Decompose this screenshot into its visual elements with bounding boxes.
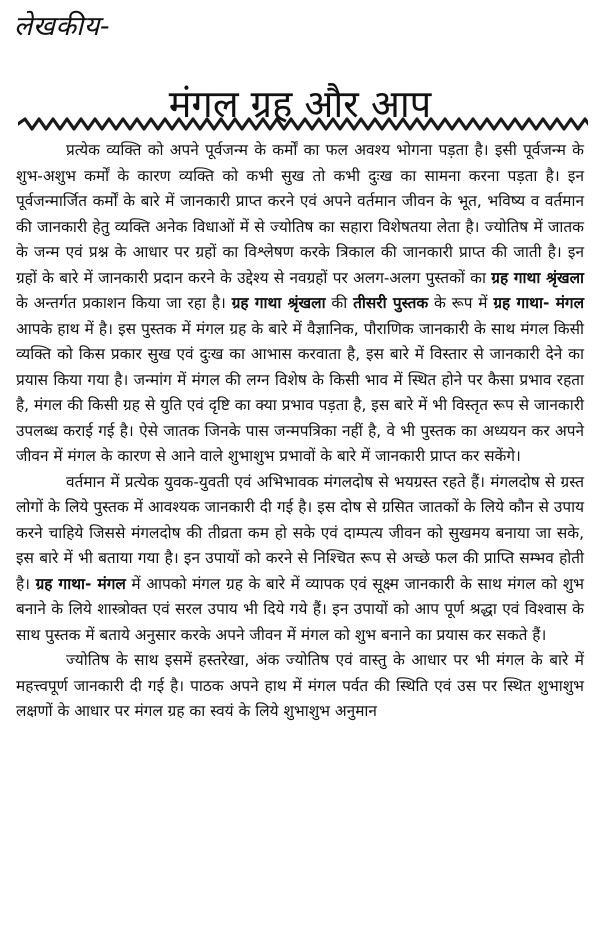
paragraph — [16, 138, 584, 470]
bold-phrase: ग्रह गाथा श्रृंखला — [491, 268, 584, 287]
text-run: वर्तमान में प्रत्येक युवक-युवती एवं अभिभावक मंगलदोष से भयग्रस्त रहते हैं। मंगलदोष से ग्रस्त लोगों के लिये पुस्तक में आवश्यक जानकारी दी गई है। इस दोष से ग्रसित जातकों के लिये कौन से उपाय करने चाहिये जिससे मंगलदोष की तीव्रता कम हो सके एवं दाम्पत्य जीवन को सुखमय बनाया जा सके, इस बारे में भी बताया गया है। इन उपायों को करने से निश्चित रूप से अच्छे फल की प्राप्ति सम्भव होती है। — [16, 472, 584, 593]
preface-body — [16, 138, 584, 725]
text-run: के रूप में — [428, 294, 494, 312]
paragraph — [16, 470, 584, 649]
page-title: मंगल ग्रह और आप — [168, 82, 432, 127]
bold-phrase: ग्रह गाथा- मंगल — [35, 574, 126, 593]
text-run: आपके हाथ में है। इस पुस्तक में मंगल ग्रह के बारे में वैज्ञानिक, पौराणिक जानकारी के साथ मंगल किसी व्यक्ति को किस प्रकार सुख एवं दुःख का आभास करवाता है, इस बारे में विस्तार से जानकारी देने का प्रयास किया गया है। जन्मांग में मंगल की लग्न विशेष के किसी भाव में स्थित होने पर कैसा प्रभाव रहता है, मंगल की किसी ग्रह से युति एवं दृष्टि का क्या प्रभाव पड़ता है, इस बारे में भी विस्तृत रूप से जानकारी उपलब्ध कराई गई है। ऐसे जातक जिनके पास जन्मपत्रिका नहीं है, वे भी पुस्तक का अध्ययन कर अपने जीवन में मंगल के कारण से आने वाले शुभाशुभ प्रभावों के बारे में जानकारी प्राप्त कर सकेंगे। — [16, 319, 584, 465]
bold-phrase: ग्रह गाथा श्रृंखला — [231, 294, 326, 312]
text-run: में आपको मंगल ग्रह के बारे में व्यापक एवं सूक्ष्म जानकारी के साथ मंगल को शुभ बनाने के लिये शास्त्रोक्त एवं सरल उपाय भी दिये गये हैं। इन उपायों को आप पूर्ण श्रद्धा एवं विश्वास के साथ पुस्तक में बताये अनुसार करके अपने जीवन में मंगल को शुभ बनाने का प्रयास कर सकते हैं। — [16, 574, 585, 644]
text-run: प्रत्येक व्यक्ति को अपने पूर्वजन्म के कर्मों का फल अवश्य भोगना पड़ता है। इसी पूर्वजन्म के शुभ-अशुभ कर्मों के कारण व्यक्ति को कभी सुख तो कभी दुःख का सामना करना पड़ता है। इन पूर्वजन्मार्जित कर्मों के बारे में जानकारी प्राप्त करने एवं अपने वर्तमान जीवन के भूत, भविष्य व वर्तमान की जानकारी हेतु व्यक्ति अनेक विधाओं में से ज्योतिष का सहारा विशेषतया लेता है। ज्योतिष में जातक के जन्म एवं प्रश्न के आधार पर ग्रहों का विश्लेषण करके त्रिकाल की जानकारी प्राप्त की जाती है। इन ग्रहों के बारे में जानकारी प्रदान करने के उद्देश्य से नवग्रहों पर अलग-अलग पुस्तकों का — [16, 141, 584, 287]
text-run: के अन्तर्गत प्रकाशन किया जा रहा है। — [16, 294, 232, 312]
text-run: ज्योतिष के साथ इसमें हस्तरेखा, अंक ज्योतिष एवं वास्तु के आधार पर भी मंगल के बारे में महत्त्वपूर्ण जानकारी दी गई है। पाठक अपने हाथ में मंगल पर्वत की स्थिति एवं उस पर स्थित शुभाशुभ लक्षणों के आधार पर मंगल ग्रह का स्वयं के लिये शुभाशुभ अनुमान — [16, 651, 584, 720]
section-label: लेखकीय- — [14, 11, 111, 42]
bold-phrase: तीसरी पुस्तक — [353, 294, 429, 312]
text-run: की — [325, 294, 354, 312]
ornamental-divider — [18, 117, 588, 131]
bold-phrase: ग्रह गाथा- मंगल — [493, 294, 585, 312]
paragraph — [16, 648, 584, 725]
